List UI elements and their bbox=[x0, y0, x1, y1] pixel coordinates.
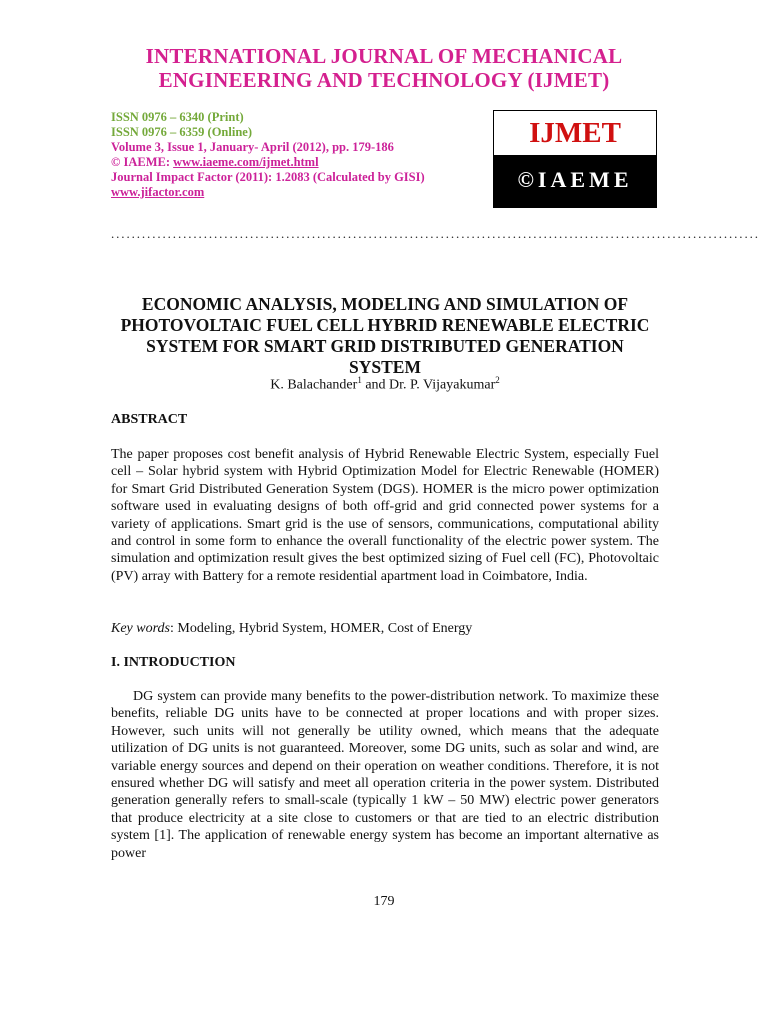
author-conjunction: and bbox=[361, 377, 390, 393]
introduction-heading: I. INTRODUCTION bbox=[111, 655, 236, 670]
keywords-text: : Modeling, Hybrid System, HOMER, Cost of Energy bbox=[169, 621, 473, 636]
journal-meta bbox=[111, 110, 425, 200]
jifactor-link[interactable]: www.jifactor.com bbox=[111, 185, 205, 199]
iaeme-line bbox=[111, 155, 425, 170]
ijmet-logo bbox=[493, 110, 657, 208]
journal-title bbox=[0, 44, 768, 92]
issn-print: ISSN 0976 – 6340 (Print) bbox=[111, 110, 244, 124]
author-1: K. Balachander bbox=[270, 377, 358, 393]
keywords-label: Key words bbox=[111, 621, 170, 636]
authors bbox=[111, 372, 659, 394]
paper-title-line2: PHOTOVOLTAIC FUEL CELL HYBRID RENEWABLE ELECTRIC bbox=[120, 315, 650, 335]
abstract-text: The paper proposes cost benefit analysis of Hybrid Renewable Electric System, especially Fuel cell – Solar hybrid system with Hybrid Optimization Model for Electric Renewable (HOMER) for Smart Grid Distributed Generation System (DGS). HOMER is the micro power optimization software used in evaluating designs of both off-grid and grid connected power systems for a variety of applications. Smart grid is the use of sensors, communications, computational ability and control in some form to enhance the overall functionality of the electric power system. The simulation and optimization result gives the best optimized sizing of Fuel cell (FC), Photovoltaic (PV) array with Battery for a remote residential apartment load in Coimbatore, India. bbox=[111, 447, 659, 584]
issn-online: ISSN 0976 – 6359 (Online) bbox=[111, 125, 252, 139]
impact-factor: Journal Impact Factor (2011): 1.2083 (Calculated by GISI) bbox=[111, 170, 425, 184]
journal-title-line2: ENGINEERING AND TECHNOLOGY (IJMET) bbox=[158, 68, 610, 92]
keywords bbox=[111, 620, 659, 637]
abstract-heading: ABSTRACT bbox=[111, 412, 188, 427]
volume-info: Volume 3, Issue 1, January- April (2012), pp. 179-186 bbox=[111, 140, 394, 154]
iaeme-link[interactable]: www.iaeme.com/ijmet.html bbox=[173, 155, 319, 169]
introduction-text: DG system can provide many benefits to the power-distribution network. To maximize these benefits, reliable DG units have to be connected at proper locations and with proper sizes. However, such units will not generally be utility owned, which means that the adequate utilization of DG units is not guaranteed. Moreover, some DG units, such as solar and wind, are variable energy sources and depend on their operation on weather conditions. Therefore, it is not ensured whether DG will satisfy and meet all operation criteria in the power system. Distributed generation generally refers to small-scale (typically 1 kW – 50 MW) electric power generators that produce electricity at a site close to customers or that are tied to an electric distribution system [1]. The application of renewable energy system has become an important alternative as power bbox=[111, 689, 659, 861]
author-2-affiliation: 2 bbox=[495, 375, 500, 385]
paper-title bbox=[111, 294, 659, 378]
dotted-separator: .............................................................................................................................. bbox=[111, 226, 760, 241]
iaeme-prefix: © IAEME: bbox=[111, 155, 174, 169]
page-number: 179 bbox=[373, 894, 395, 909]
author-1-affiliation: 1 bbox=[357, 375, 362, 385]
paper-title-line4: SYSTEM bbox=[349, 357, 421, 377]
journal-title-line1: INTERNATIONAL JOURNAL OF MECHANICAL bbox=[145, 44, 623, 68]
author-2: Dr. P. Vijayakumar bbox=[389, 377, 496, 393]
logo-bottom-text: ©IAEME bbox=[494, 155, 656, 207]
logo-top-text: IJMET bbox=[494, 111, 656, 155]
paper-title-line1: ECONOMIC ANALYSIS, MODELING AND SIMULATION OF bbox=[141, 294, 629, 314]
paper-title-line3: SYSTEM FOR SMART GRID DISTRIBUTED GENERATION bbox=[146, 336, 624, 356]
